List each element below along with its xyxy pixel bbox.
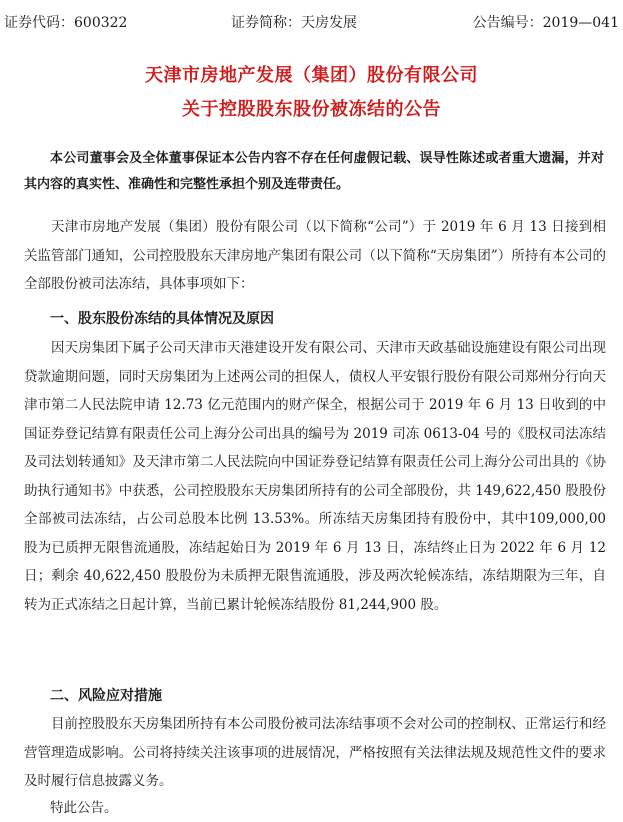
document-header: [4, 13, 619, 33]
section1-paragraph: 因天房集团下属子公司天津市天港建设开发有限公司、天津市天政基础设施建设有限公司出现贷款逾期问题，同时天房集团为上述两公司的担保人，债权人平安银行股份有限公司郑州分行向天津市第二人民法院申请 12.73 亿元范围内的财产保全，根据公司于 2019 年 6 月 13 日收到的中国证券登记结算有限责任公司上海分公司出具的编号为 2019 司冻 0613-04 号的《股权司法冻结及司法划转通知》及天津市第二人民法院向中国证券登记结算有限责任公司上海分公司出具的《协助执行通知书》中获悉，公司控股股东天房集团所持有的公司全部股份，共 149,622,450 股股份全部被司法冻结，占公司总股本比例 13.53%。所冻结天房集团持有股份中，其中109,000,00 股为已质押无限售流通股，冻结起始日为 2019 年 6 月 13 日，冻结终止日为 2022 年 6 月 12 日；剩余 40,622,450 股股份为未质押无限售流通股，涉及两次轮候冻结，冻结期限为三年，自转为正式冻结之日起计算，当前已累计轮候冻结股份 81,244,900 股。: [24, 340, 606, 613]
intro-paragraph: 天津市房地产发展（集团）股份有限公司（以下简称“公司”）于 2019 年 6 月 13 日接到相关监管部门通知，公司控股股东天津房地产集团有限公司（以下简称“天房集团”）所持有本公司的全部股份被司法冻结，具体事项如下：: [24, 219, 606, 292]
notice-number: 公告编号：2019—041: [472, 15, 619, 31]
section2-paragraph: 目前控股股东天房集团所持有本公司股份被司法冻结事项不会对公司的控制权、正常运行和经营管理造成影响。公司将持续关注该事项的进展情况，严格按照有关法律法规及规范性文件的要求及时履行信息披露义务。: [24, 716, 606, 789]
board-declaration: 本公司董事会及全体董事保证本公告内容不存在任何虚假记载、误导性陈述或者重大遗漏，并对其内容的真实性、准确性和完整性承担个别及连带责任。: [24, 151, 604, 192]
closing-text: 特此公告。: [50, 800, 118, 816]
title-subject: 关于控股股东股份被冻结的公告: [182, 99, 441, 120]
title-company: 天津市房地产发展（集团）股份有限公司: [145, 65, 478, 86]
section2-heading: 二、风险应对措施: [50, 688, 162, 704]
stock-code: 证券代码：600322: [4, 15, 128, 31]
stock-name: 证券简称：天房发展: [231, 15, 357, 31]
section1-heading: 一、股东股份冻结的具体情况及原因: [50, 311, 274, 327]
